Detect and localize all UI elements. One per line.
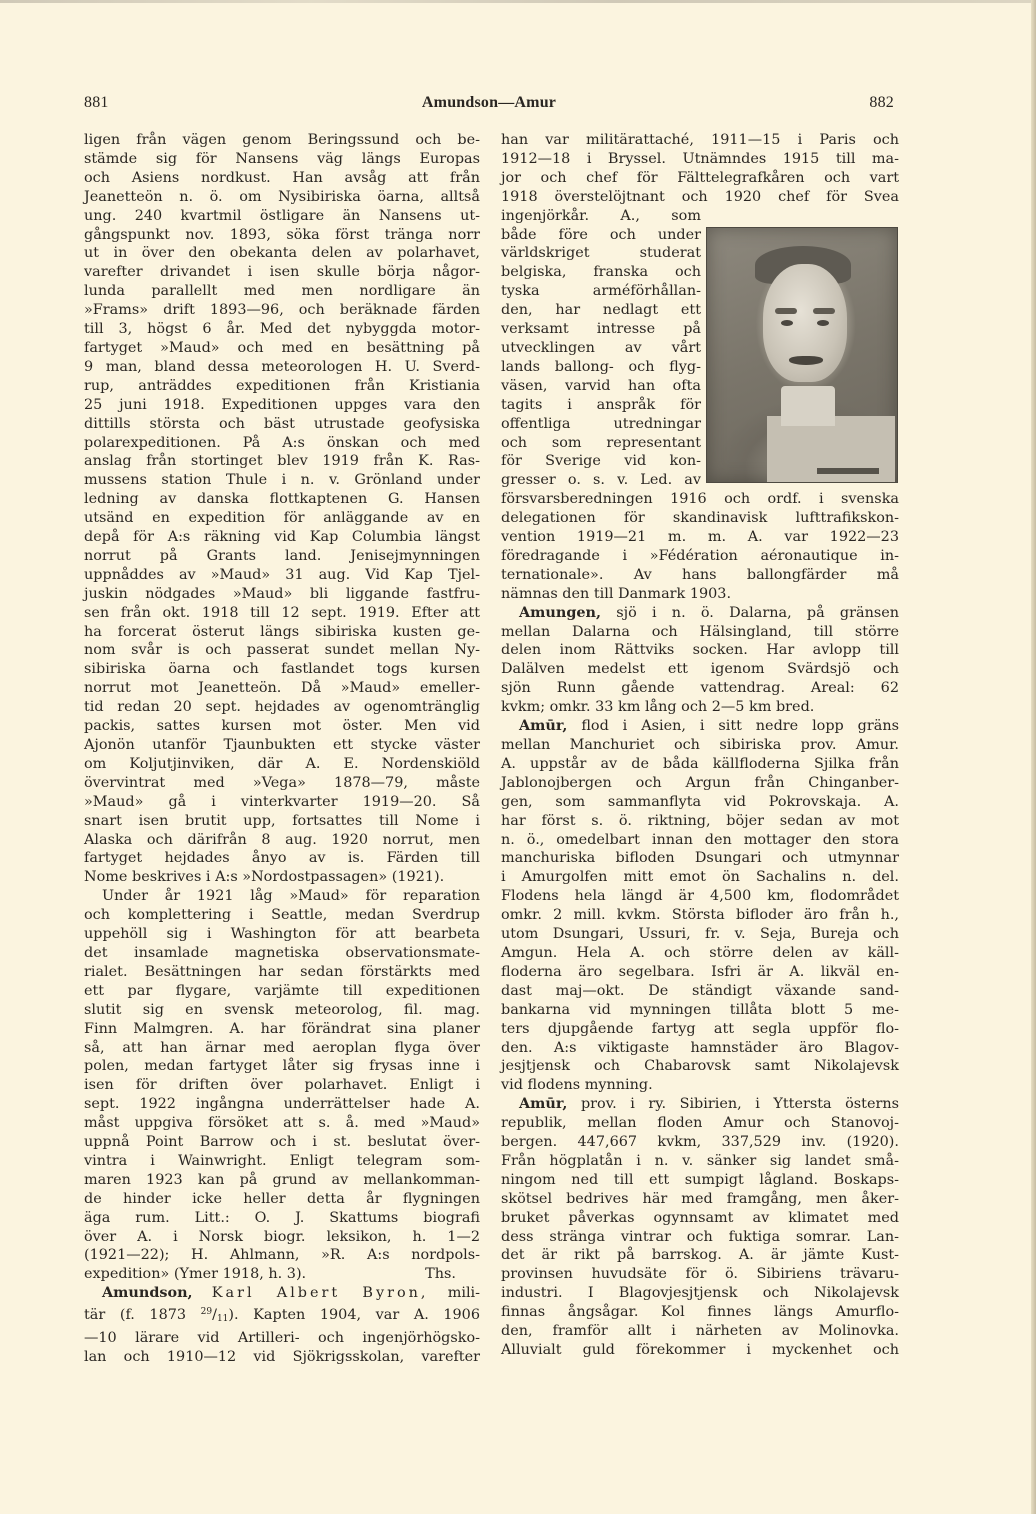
text-line: juskin nödgades »Maud» bli liggande fastfru- [84, 585, 480, 602]
text-line: försvarsberedningen 1916 och ordf. i svenska [501, 491, 899, 508]
text-line: ledning av danska flottkaptenen G. Hansen [84, 491, 480, 508]
text-line: Dalälven medelst ett igenom Svärdsjö och [501, 661, 899, 678]
amundson-line2-rest: ). Kapten 1904, var A. 1906 [228, 1307, 480, 1324]
text-line: polarexpeditionen. På A:s önskan och med [84, 434, 480, 451]
text-line: dittills största och bäst utrustade geofysiska [84, 415, 480, 432]
portrait-medal-ribbon [817, 468, 879, 474]
page-right-edge [1031, 0, 1036, 1514]
text-line: vention 1919—21 m. m. A. var 1922—23 [501, 529, 899, 546]
text-line: bergen. 447,667 kvkm, 337,529 inv. (1920). [501, 1134, 899, 1151]
birth-month-sub: 11 [216, 1314, 229, 1325]
text-line: för Sverige vid kon- [501, 453, 701, 470]
amundson-after-photo [501, 490, 899, 603]
text-line: packis, sattes kursen mot öster. Men vid [84, 718, 480, 735]
amur-river-entry [501, 717, 899, 1095]
text-line: det insamlade magnetiska observationsmate- [84, 944, 480, 961]
amundsen-expedition-paragraph [84, 131, 480, 887]
text-line: industri. I Blagovjesjtjensk och Nikolajevsk [501, 1285, 899, 1302]
text-line: gresser o. s. v. Led. av [501, 472, 701, 489]
text-line: republik, mellan floden Amur och Stanovoj- [501, 1115, 899, 1132]
text-line: världskriget studerat [501, 245, 701, 262]
text-line: omkr. 2 mill. kvkm. Största bifloder äro från h., [501, 907, 899, 924]
text-line: depå för A:s räkning vid Kap Columbia längst [84, 529, 480, 546]
text-line: nom svår is och passerat sundet mellan Ny- [84, 642, 480, 659]
amundson-headword: Amundson, [102, 1284, 193, 1302]
text-line: 25 juni 1918. Expeditionen uppges vara den [84, 396, 480, 413]
text-line: ingenjörkår. A., som [501, 207, 701, 224]
text-line: den. A:s viktigaste hamnstäder äro Blagov- [501, 1039, 899, 1056]
text-line: gångspunkt nov. 1893, söka först tränga norr [84, 226, 480, 243]
text-line: gen, som sammanflyta vid Pokrovskaja. A. [501, 793, 899, 810]
text-line: 9 man, bland dessa meteorologen H. U. Sverd- [84, 358, 480, 375]
portrait-brow-left [775, 308, 797, 314]
amungen-entry [501, 604, 899, 717]
text-line: tyska arméförhållan- [501, 283, 701, 300]
text-line: offentliga utredningar [501, 415, 701, 432]
text-line: fartyget »Maud» och med en besättning på [84, 339, 480, 356]
portrait-collar [781, 386, 835, 426]
amundson-given-names: Karl Albert Byron, [211, 1285, 429, 1302]
text-line: ut in över den obekanta delen av polarhavet, [84, 245, 480, 262]
amur-province-entry [501, 1095, 899, 1360]
text-line: jor och chef för Fälttelegrafkåren och vart [501, 169, 899, 186]
left-column [84, 131, 480, 1367]
text-line: dast maj—okt. De ständigt växande sand- [501, 982, 899, 999]
amundson-entry-line-1 [84, 1284, 480, 1303]
text-line: över A. i Norsk biogr. leksikon, h. 1—2 [84, 1228, 480, 1245]
text-line: Från högplatån i n. v. sänker sig landet små- [501, 1152, 899, 1169]
amundson-entry-line-4: lan och 1910—12 vid Sjökrigsskolan, varefter [84, 1349, 480, 1365]
text-line: slutit sig en svensk meteorolog, fil. mag. [84, 1001, 480, 1018]
text-line: Flodens hela längd är 4,500 km, flodområdet [501, 888, 899, 905]
text-line: (1921—22); H. Ahlmann, »R. A:s nordpols- [84, 1247, 480, 1264]
text-line: mellan Manchuriet och sibiriska prov. Amur. [501, 737, 899, 753]
portrait-eye-left [781, 320, 793, 326]
text-line: väsen, varvid han ofta [501, 377, 701, 394]
entry-headword: Amungen, [519, 603, 602, 621]
maud-repair-paragraph [84, 887, 480, 1284]
text-line: han var militärattaché, 1911—15 i Paris och [501, 132, 899, 148]
page-number-left: 881 [84, 94, 109, 111]
text-line: så, att han ärnar med aeroplan flyga över [84, 1039, 480, 1056]
text-line: stämde sig för Nansens väg längs Europas [84, 150, 480, 167]
text-line: »Frams» drift 1893—96, och beräknade färden [84, 302, 480, 319]
text-line: och Asiens nordkust. Han avsåg att från [84, 169, 480, 186]
text-line: bruket påverkas ogynnsamt av klimatet med [501, 1209, 899, 1226]
text-line: nämnas den till Danmark 1903. [501, 585, 732, 602]
text-line: Amgun. Hela A. och större delen av käll- [501, 944, 899, 961]
text-line: vintra i Wainwright. Enligt telegram som- [84, 1152, 480, 1169]
text-line: provinsen huvudsäte för ö. Sibiriens trävaru- [501, 1266, 899, 1283]
text-line: fartyget hejdades ånyo av is. Färden till [84, 850, 480, 867]
text-line: övervintrat med »Vega» 1878—79, måste [84, 774, 480, 791]
text-line: uppnå Point Barrow och i st. beslutat över- [84, 1134, 480, 1151]
text-line: Alaska och därifrån 8 aug. 1920 norrut, men [84, 831, 480, 848]
text-line: rup, anträddes expeditionen från Kristiania [84, 377, 480, 394]
amundson-entry-line-3: —10 lärare vid Artilleri- och ingenjörhögsko- [84, 1330, 480, 1347]
text-line: tid redan 20 sept. hejdades av ogenomtränglig [84, 699, 480, 716]
page-top-edge [0, 0, 1036, 3]
text-line: de hinder icke heller detta år flygningen [84, 1190, 480, 1207]
text-line: utvecklingen av vårt [501, 339, 701, 356]
entry-first-line-rest: flod i Asien, i sitt nedre lopp gräns [581, 718, 899, 735]
text-line: maren 1923 kan på grund av mellankomman- [84, 1171, 480, 1188]
text-line: snart isen brutit upp, fortsattes till Nome i [84, 812, 480, 829]
amundson-line1-rest: mili- [447, 1285, 481, 1302]
portrait-brow-right [813, 308, 835, 314]
text-line: ung. 240 kvartmil östligare än Nansens ut- [84, 207, 480, 224]
text-line: expedition» (Ymer 1918, h. 3). Ths. [84, 1266, 456, 1283]
text-line: den, har nedlagt ett [501, 302, 701, 319]
text-line: den, framför allt i närheten av Molinovka. [501, 1323, 899, 1340]
text-line: rialet. Besättningen har sedan förstärkts med [84, 963, 480, 980]
text-line: vid flodens mynning. [501, 1077, 653, 1094]
text-line: har först s. ö. riktning, böjer sedan av mot [501, 812, 899, 829]
text-line: jesjtjensk och Chabarovsk samt Nikolajevsk [501, 1058, 899, 1075]
text-line: måst uppgiva försöket att s. å. med »Maud» [84, 1115, 480, 1132]
text-line: Under år 1921 låg »Maud» för reparation [102, 888, 480, 905]
date-separator: / [212, 1307, 217, 1324]
text-line: polen, medan fartyget låter sig frysas inne i [84, 1058, 480, 1075]
amundson-continued [501, 131, 899, 207]
text-line: delen inom Rättviks socken. Har avlopp till [501, 642, 899, 659]
text-line: mellan Dalarna och Hälsingland, till större [501, 623, 899, 640]
text-line: ha forcerat österut längs sibiriska kusten ge- [84, 623, 480, 640]
birth-day-sup: 29 [200, 1307, 213, 1318]
text-line: det är rikt på barrskog. A. är jämte Kust- [501, 1247, 899, 1264]
text-line: mussens station Thule i n. v. Grönland under [84, 472, 480, 489]
entry-headword: Amūr, [519, 1095, 568, 1113]
text-line: finnas ångsågar. Kol finnes längs Amurflo- [501, 1304, 899, 1321]
text-line: och komplettering i Seattle, medan Sverdrup [84, 907, 480, 924]
entry-first-line [501, 717, 899, 736]
text-line: belgiska, franska och [501, 264, 701, 281]
author-signature: Ths. [425, 1266, 456, 1283]
text-line: sibiriska öarna och fastlandet togs kursen [84, 661, 480, 678]
text-line: floderna äro segelbara. Isfri är A. likväl en- [501, 963, 899, 980]
text-line: både före och under [501, 226, 701, 243]
amundson-entry [84, 1284, 480, 1367]
portrait-eye-right [817, 320, 829, 326]
text-line: manchuriska bifloden Dsungari och utmynnar [501, 850, 899, 867]
text-line: utom Dsungari, Ussuri, fr. v. Seja, Bureja och [501, 926, 899, 943]
text-line: utsänd en expedition för anläggande av en [84, 510, 480, 527]
text-line: Nome beskrives i A:s »Nordostpassagen» (1921). [84, 869, 445, 886]
text-line: lands ballong- och flyg- [501, 358, 701, 375]
entry-headword: Amūr, [519, 717, 568, 735]
text-line: sen från okt. 1918 till 12 sept. 1919. Efter att [84, 604, 480, 621]
running-title: Amundson—Amur [421, 94, 557, 111]
portrait-moustache [789, 356, 823, 365]
text-line: A. uppstår av de båda källfloderna Sjilka från [501, 755, 899, 772]
text-line: Jeanetteön n. ö. om Nysibiriska öarna, alltså [84, 188, 480, 205]
text-line: varefter drivandet i isen skulle börja någor- [84, 264, 480, 281]
text-line: lunda parallellt med men nordligare än [84, 283, 480, 300]
entry-first-line [501, 604, 899, 623]
entry-first-line [501, 1095, 899, 1114]
text-line: isen för driften över polarhavet. Enligt i [84, 1077, 480, 1094]
page-header [84, 94, 894, 114]
text-line: till 3, högst 6 år. Med det nybyggda motor- [84, 321, 480, 338]
text-line: skötsel bedrives här med framgång, men åker- [501, 1190, 899, 1207]
text-line: äga rum. Litt.: O. J. Skattums biografi [84, 1209, 480, 1226]
text-line: uppnåddes av »Maud» 31 aug. Vid Kap Tjel- [84, 566, 480, 583]
text-line: norrut på Grants land. Jenisejmynningen [84, 547, 480, 564]
text-line: norrut mot Jeanetteön. Då »Maud» emeller- [84, 680, 480, 697]
text-line: ters djupgående fartyg att segla uppför flo- [501, 1020, 899, 1037]
text-line: ligen från vägen genom Beringssund och be- [84, 132, 480, 148]
text-line: Ajonön utanför Tjaunbukten ett stycke väster [84, 737, 480, 753]
text-line: n. ö., omedelbart innan den mottager den stora [501, 831, 899, 848]
text-line: kvkm; omkr. 33 km lång och 2—5 km bred. [501, 699, 815, 716]
text-line: ternationale». Av hans ballongfärder må [501, 566, 899, 583]
portrait-photo [706, 227, 898, 483]
text-line: dess stränga vintrar och fuktiga somrar. Lan- [501, 1228, 899, 1245]
text-line: delegationen för skandinavisk lufttrafikskon- [501, 510, 899, 527]
amundson-entry-line-2 [84, 1303, 480, 1329]
text-line: ett par flygare, varjämte till expeditionen [84, 982, 480, 999]
text-line: bankarna vid mynningen tillåta blott 5 me- [501, 1001, 899, 1018]
page-number-right: 882 [869, 94, 894, 111]
text-line: 1918 överstelöjtnant och 1920 chef för Svea [501, 188, 899, 205]
text-line: och som representant [501, 434, 701, 451]
entry-first-line-rest: sjö i n. ö. Dalarna, på gränsen [616, 604, 900, 621]
text-line: i Amurgolfen mitt emot ön Sachalins n. del. [501, 869, 899, 886]
entry-first-line-rest: prov. i ry. Sibirien, i Yttersta österns [580, 1096, 900, 1113]
text-line: Finn Malmgren. A. har förändrat sina planer [84, 1020, 480, 1037]
amundson-beside-photo [501, 207, 701, 491]
text-line: anslag från stortinget blev 1919 från K. Ras- [84, 453, 480, 470]
text-line: sjön Runn gående vattendrag. Areal: 62 [501, 680, 899, 697]
text-line: Alluvialt guld förekommer i myckenhet och [501, 1342, 899, 1358]
text-line: »Maud» gå i vinterkvarter 1919—20. Så [84, 793, 480, 810]
text-line: sept. 1922 ingångna underrättelser hade A. [84, 1096, 480, 1113]
text-line: Jablonojbergen och Argun från Chinganber- [501, 774, 899, 791]
text-line: ningom ned till ett sumpigt lågland. Boskaps- [501, 1171, 899, 1188]
text-line: föredragande i »Fédération aéronautique in- [501, 547, 899, 564]
amundson-line2-prefix: tär (f. 1873 [84, 1307, 201, 1324]
text-line: 1912—18 i Bryssel. Utnämndes 1915 till ma- [501, 150, 899, 167]
text-line: om Koljutjinviken, där A. E. Nordenskiöld [84, 755, 480, 772]
text-line: verksamt intresse på [501, 321, 701, 338]
text-line: uppehöll sig i Washington för att bearbeta [84, 926, 480, 943]
text-line: tagits i anspråk för [501, 396, 701, 413]
